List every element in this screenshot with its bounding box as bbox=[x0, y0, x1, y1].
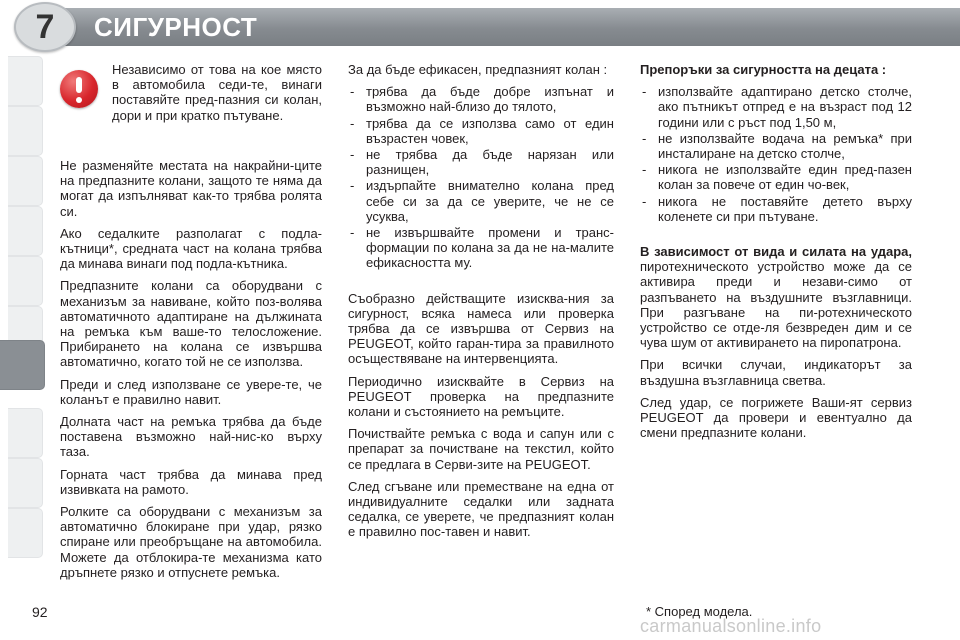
list-item: - не трябва да бъде нарязан или разнищен, bbox=[348, 147, 614, 177]
chapter-title: СИГУРНОСТ bbox=[94, 12, 258, 42]
column-3 bbox=[640, 62, 912, 447]
children-safety-list bbox=[640, 84, 912, 224]
warning-text: Независимо от това на кое място в автомобила седи-те, винаги поставяйте пред-пазния си колан, дори и при кратко пътуване. bbox=[112, 62, 322, 123]
chapter-number: 7 bbox=[35, 8, 55, 46]
chapter-tab-1[interactable] bbox=[8, 56, 43, 106]
list-item: - не използвайте водача на ремъка* при инсталиране на детско столче, bbox=[640, 131, 912, 161]
chapter-tab-7-active[interactable] bbox=[0, 340, 45, 390]
exclamation-warning-icon bbox=[60, 70, 98, 108]
paragraph: Преди и след използване се увере-те, че коланът е правилно навит. bbox=[60, 376, 322, 407]
list-item: - никога не използвайте един пред-пазен колан за повече от един чо-век, bbox=[640, 162, 912, 192]
paragraph: Ако седалките разполагат с подла-кътници*, средната част на колана трябва да минава винаги под подла-кътника. bbox=[60, 225, 322, 272]
paragraph: След сгъване или преместване на една от индивидуалните седалки или задната седалка, се уверете, че предпазният колан е правилно пос-тавен и навит. bbox=[348, 478, 614, 540]
warning-block bbox=[60, 62, 322, 154]
paragraph: Ролките са оборудвани с механизъм за автоматично блокиране при удар, рязко спиране или преобръщане на автомобила. Можете да отблокира-те механизма като дръпнете рязко и отпуснете ремъка. bbox=[60, 504, 322, 580]
list-item: - използвайте адаптирано детско столче, ако пътникът отпред е на възраст под 12 години или с ръст под 1,50 м, bbox=[640, 84, 912, 130]
chapter-tab-3[interactable] bbox=[8, 156, 43, 206]
paragraph: При всички случаи, индикаторът за въздушна възглавница светва. bbox=[640, 357, 912, 388]
paragraph: Долната част на ремъка трябва да бъде поставена възможно най-нис-ко върху таза. bbox=[60, 414, 322, 460]
chapter-header bbox=[0, 0, 960, 54]
page-number: 92 bbox=[32, 604, 48, 620]
chapter-tabs bbox=[0, 56, 48, 576]
list-item: - трябва да се използва само от един възрастен човек, bbox=[348, 116, 614, 146]
list-item: - не извършвайте промени и транс-формации по колана за да не на-малите ефикасността му. bbox=[348, 225, 614, 271]
paragraph: Горната част трябва да минава пред извивката на рамото. bbox=[60, 466, 322, 497]
belt-requirements-list bbox=[348, 84, 614, 270]
paragraph: Периодично изисквайте в Сервиз на PEUGEOT проверка на предпазните колани и състоянието на ремъците. bbox=[348, 373, 614, 420]
impact-paragraph bbox=[640, 244, 912, 350]
footnote: * Според модела. bbox=[646, 604, 753, 619]
children-safety-heading: Препоръки за сигурността на децата : bbox=[640, 62, 887, 77]
chapter-tab-4[interactable] bbox=[8, 206, 43, 256]
chapter-tab-9[interactable] bbox=[8, 458, 43, 508]
column-2 bbox=[348, 62, 614, 547]
paragraph: Предпазните колани са оборудвани с механизъм за навиване, който поз-волява автоматичното адаптиране на дължината на ремъка към ваше-то телосложение. Прибирането на колана се извършва автоматично, когато той не се използва. bbox=[60, 278, 322, 370]
chapter-tab-10[interactable] bbox=[8, 508, 43, 558]
belt-intro: За да бъде ефикасен, предпазният колан : bbox=[348, 62, 608, 77]
list-item: - никога не поставяйте детето върху коленете си при пътуване. bbox=[640, 194, 912, 224]
chapter-tab-8[interactable] bbox=[8, 408, 43, 458]
impact-text: пиротехническото устройство може да се активира преди и незави-симо от разпъването на въздушните възглавници. При разгъване на пи-ротехническото устройство се отде-ля безвреден дим и се чува шум от активирането на пиропатрона. bbox=[640, 259, 912, 351]
watermark: carmanualsonline.info bbox=[640, 616, 822, 636]
chapter-badge bbox=[14, 2, 76, 52]
column-1 bbox=[60, 62, 322, 587]
list-item: - трябва да бъде добре изпънат и възможно най-близо до тялото, bbox=[348, 84, 614, 114]
list-item: - издърпайте внимателно колана пред себе си за да се уверите, че не се усуква, bbox=[348, 178, 614, 224]
chapter-tab-5[interactable] bbox=[8, 256, 43, 306]
chapter-tab-2[interactable] bbox=[8, 106, 43, 156]
impact-heading: В зависимост от вида и силата на удара, bbox=[640, 244, 912, 260]
paragraph: Съобразно действащите изисква-ния за сигурност, всяка намеса или проверка трябва да се извършва от Сервиз на PEUGEOT, който гаран-тира за правилното осъществяване на интервенцията. bbox=[348, 290, 614, 367]
paragraph: Почиствайте ремъка с вода и сапун или с препарат за почистване на текстил, който се предлага в Серви-зите на PEUGEOT. bbox=[348, 426, 614, 472]
paragraph: След удар, се погрижете Ваши-ят сервиз PEUGEOT да провери и евентуално да смени предпазните колани. bbox=[640, 394, 912, 441]
paragraph: Не разменяйте местата на накрайни-ците на предпазните колани, защото те няма да могат да изпълняват как-то трябва ролята си. bbox=[60, 158, 322, 219]
